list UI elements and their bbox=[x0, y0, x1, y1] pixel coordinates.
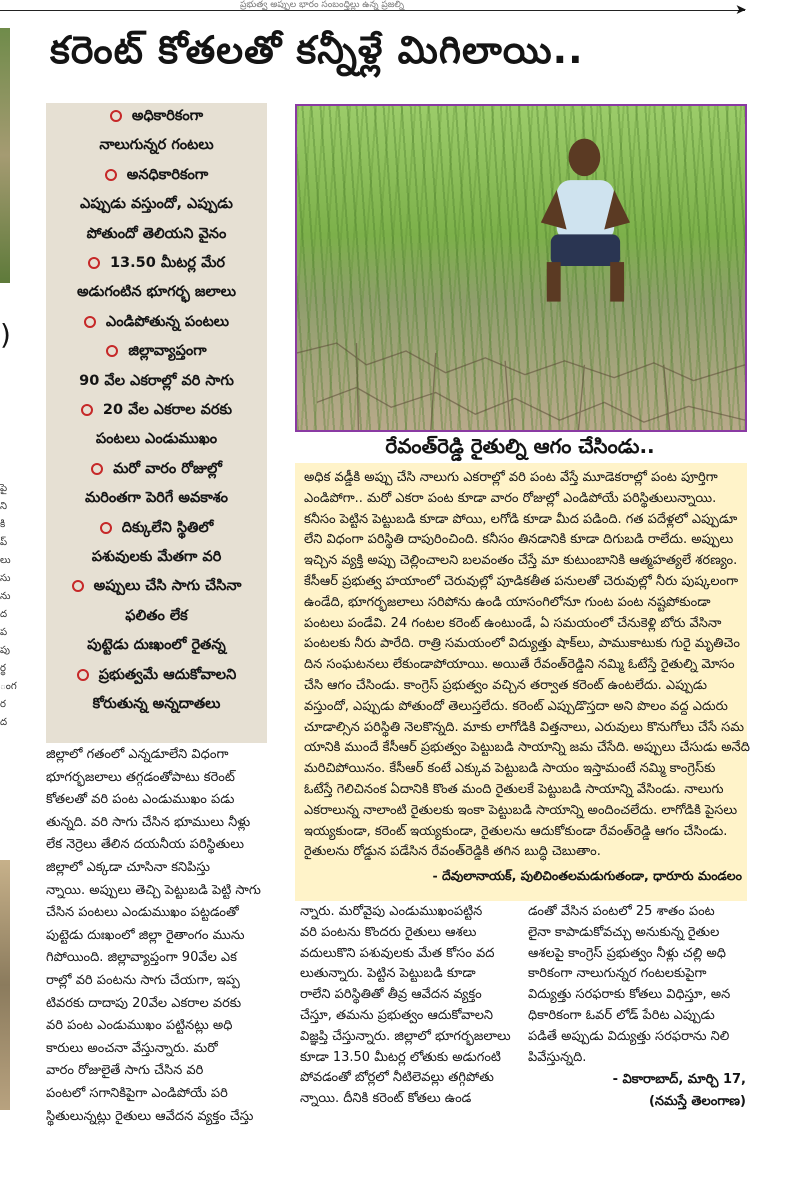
text-line: గిపోయింది. జిల్లావ్యాప్తంగా 90వేల ఎక bbox=[46, 950, 237, 966]
text-line: రాలేని పరిస్థితితో తీవ్ర ఆవేదన వ్యక్తం bbox=[300, 987, 482, 1003]
text-line: కూడా 13.50 మీటర్ల లోతుకు అడుగంటి bbox=[300, 1049, 501, 1065]
article-column-2 bbox=[300, 902, 512, 1110]
farmer-quote-text bbox=[304, 468, 750, 863]
bullet-circle-icon bbox=[77, 669, 89, 681]
text-line: న్నాయి. దీనికి కరెంట్ కోతలు ఉండ bbox=[300, 1091, 472, 1107]
farmer-figure bbox=[541, 139, 630, 302]
text-line: పోవడంతో బోర్లలో నీటిలెవల్లు తగ్గిపోతు bbox=[300, 1070, 494, 1086]
sidebar-highlight-text: 20 వేల ఎకరాల వరకు bbox=[102, 402, 233, 418]
sidebar-highlight-text: 90 వేల ఎకరాల్లో వరి సాగు bbox=[79, 372, 234, 389]
bullet-circle-icon bbox=[91, 463, 103, 475]
bullet-circle-icon bbox=[100, 522, 112, 534]
text-line: భూగర్భజలాలు తగ్గడంతోపాటు కరెంట్ bbox=[46, 769, 235, 785]
sidebar-highlight-text: అడుగంటిన భూగర్భ జలాలు bbox=[76, 284, 237, 301]
article-dateline: - వికారాబాద్, మార్చి 17, bbox=[612, 1072, 746, 1087]
masthead-faint-text: ప్రభుత్వ అప్పుల భారం సంబంధ్తిల్లు ఉన్న ప్రజల్ని bbox=[240, 0, 405, 10]
text-line: వరి పంటను కొందరు రైతులు ఆశలు bbox=[300, 924, 477, 940]
adjacent-page-photo-2 bbox=[0, 860, 10, 1110]
text-line: వస్తుందో, ఎప్పుడు పోతుందో తెలుస్తలేదు. కరెంట్ ఎప్పుడొస్తదా అని పొలం వద్ద ఎదురు bbox=[304, 698, 728, 714]
sidebar-highlight-text: దిక్కులేని స్థితిలో bbox=[121, 519, 214, 536]
sidebar-highlight-text: అనధికారికంగా bbox=[126, 166, 209, 183]
text-line: జిల్లాలో గతంలో ఎన్నడూలేని విధంగా bbox=[46, 747, 229, 762]
text-line: చేస్తూ, తమను ప్రభుత్వం ఆదుకోవాలని bbox=[300, 1007, 494, 1023]
sidebar-highlight-line bbox=[46, 196, 267, 216]
sidebar-highlight-text: నాలుగున్నర గంటలు bbox=[99, 137, 214, 154]
text-line: ఇయ్యకుండా, కరెంట్ ఇయ్యకుండా, రైతులను ఆదుకోకుండా రేవంత్‌రెడ్డి ఆగం చేసిండు. bbox=[304, 823, 728, 839]
text-line: కేసీఆర్ ప్రభుత్వ హయాంలో చెరువుల్లో పూడికతీత పనులతో చెరువుల్లో నీరు పుష్కలంగా bbox=[304, 573, 739, 589]
text-line: ఎండిపోగా.. మరో ఎకరా పంట కూడా వారం రోజుల్లో ఎండిపోయే పరిస్థితులున్నాయి. bbox=[304, 490, 717, 506]
article-source: (నమస్తే తెలంగాణ) bbox=[648, 1094, 746, 1109]
sidebar-highlight-text: జిల్లావ్యాప్తంగా bbox=[128, 343, 207, 360]
text-line: స్థితులున్నట్లు రైతులు ఆవేదన వ్యక్తం చేస్తు bbox=[46, 1108, 254, 1124]
text-line: టివరకు దాదాపు 20వేల ఎకరాల వరకు bbox=[46, 995, 242, 1011]
sidebar-highlight-line bbox=[46, 343, 267, 363]
text-line: వరి పంట ఎండుముఖం పట్టినట్లు అధి bbox=[46, 1018, 233, 1034]
sidebar-highlight-line bbox=[46, 284, 267, 304]
text-line: లైనా కాపాడుకోవచ్చు అనుకున్న రైతుల bbox=[528, 924, 720, 940]
sidebar-highlight-line bbox=[46, 137, 267, 157]
sidebar-highlight-text: పశువులకు మేతగా వరి bbox=[91, 549, 222, 565]
sidebar-highlight-line bbox=[46, 520, 267, 540]
text-line: రైతులను రోడ్డున పడేసిన రేవంత్‌రెడ్డికి తగిన బుద్ధి చెబుతాం. bbox=[304, 844, 601, 860]
text-line: చూడాల్సిన పరిస్థితి నెలకొన్నది. మాకు లాగోడికి విత్తనాలు, ఎరువులు కొనుగోలు చేసే సమ bbox=[304, 719, 745, 735]
text-line: కారికంగా నాలుగున్నర గంటలకుపైగా bbox=[528, 966, 707, 982]
sidebar-highlight-line bbox=[46, 578, 267, 598]
sidebar-highlight-text: 13.50 మీటర్ల మేర bbox=[109, 255, 226, 271]
text-line: లేని విధంగా పరిస్థితి దాపురించింది. కనీసం తినడానికి కూడా దిగుబడి రాలేదు. అప్పులు bbox=[304, 532, 734, 548]
text-line: జిల్లాలో ఎక్కడా చూసినా కనిపిస్తు bbox=[46, 859, 211, 875]
text-line: లుతున్నారు. పెట్టిన పెట్టుబడి కూడా bbox=[300, 966, 476, 982]
sidebar-highlight-line bbox=[46, 608, 267, 628]
text-line: ఉండేది, భూగర్భజలాలు సరిపోను ఉండి యాసంగిలోనూ గుంట పంట నష్టపోకుండా bbox=[304, 594, 711, 610]
bullet-circle-icon bbox=[84, 316, 96, 328]
sidebar-highlight-text: మరింతగా పెరిగే అవకాశం bbox=[84, 490, 229, 507]
sidebar-highlight-line bbox=[46, 490, 267, 510]
text-line: ధికారికంగా ఓవర్ లోడ్ పేరిట ఎప్పుడు bbox=[528, 1007, 715, 1023]
text-line: కోతలతో వరి పంట ఎండుముఖం పడు bbox=[46, 792, 235, 808]
bullet-circle-icon bbox=[88, 257, 100, 269]
text-line: వారం రోజులైతే సాగు చేసిన వరి bbox=[46, 1063, 204, 1079]
text-line: ఓటేస్తే గెలిచినంక ఏదానికి కొంత మంది రైతులకే పెట్టుబడి సాయాన్ని వేసిండు. నాలుగు bbox=[304, 781, 724, 797]
sidebar-highlight-line bbox=[46, 696, 267, 716]
sidebar-highlight-text: ఎప్పుడు వస్తుందో, ఎప్పుడు bbox=[80, 196, 233, 213]
adjacent-page-text: పై ని కి ప్ లు సు ను ద ప పు ర్థ ంగ ర ద bbox=[0, 483, 17, 728]
bullet-circle-icon bbox=[81, 404, 93, 416]
sidebar-highlight-line bbox=[46, 431, 267, 451]
sidebar-highlight-text: కోరుతున్న అన్నదాతలు bbox=[92, 696, 221, 712]
bullet-circle-icon bbox=[110, 110, 122, 122]
text-line: పివేస్తున్నది. bbox=[528, 1049, 587, 1065]
text-line: తున్నది. వరి సాగు చేసిన భూములు నీళ్లు bbox=[46, 814, 251, 830]
sidebar-highlight-text: ఎండిపోతున్న పంటలు bbox=[105, 313, 230, 330]
text-line: న్నారు. మరోవైపు ఎండుముఖంపట్టిన bbox=[300, 904, 483, 919]
text-line: ఎకరాలున్న నాలాంటి రైతులకు ఇంకా పెట్టుబడి సాయాన్ని అందించలేదు. లాగోడికి పైసలు bbox=[304, 802, 738, 818]
text-line: వదులుకొని పశువులకు మేత కోసం వద bbox=[300, 945, 495, 961]
sidebar-highlight-line bbox=[46, 402, 267, 422]
sidebar-highlight-line bbox=[46, 255, 267, 275]
sidebar-highlight-line bbox=[46, 108, 267, 128]
quote-headline: రేవంత్‌రెడ్డి రైతుల్ని ఆగం చేసిండు.. bbox=[385, 434, 655, 458]
text-line: అధిక వడ్డీకి అప్పు చేసి నాలుగు ఎకరాల్లో వరి పంట వేస్తే మూడెకరాల్లో పంట పూర్తిగా bbox=[304, 470, 718, 485]
sidebar-highlight-line bbox=[46, 667, 267, 687]
cracked-field-graphic bbox=[297, 106, 745, 430]
text-line: లేక నెర్రెలు తేలిన దయనీయ పరిస్థితులు bbox=[46, 837, 244, 853]
text-line: చేసి ఆగం చేసిండు. కాంగ్రెస్ ప్రభుత్వం వచ్చిన తర్వాత కరెంట్ ఉంటలేదు. ఎప్పుడు bbox=[304, 677, 708, 693]
text-line: ఇచ్చిన వ్యక్తి అప్పు చెల్లించాలని బలవంతం చేస్తే మా కుటుంబానికి ఆత్మహత్యలే శరణ్యం. bbox=[304, 553, 738, 569]
bullet-circle-icon bbox=[106, 345, 118, 357]
sidebar-highlight-text: ప్రభుత్వమే ఆదుకోవాలని bbox=[98, 666, 237, 683]
text-line: డంతో వేసిన పంటలో 25 శాతం పంట bbox=[528, 904, 715, 919]
sidebar-highlight-text: అప్పులు చేసి సాగు చేసినా bbox=[93, 578, 242, 595]
text-line: పంటలో సగానికిపైగా ఎండిపోయే పరి bbox=[46, 1085, 228, 1101]
bullet-circle-icon bbox=[72, 580, 84, 592]
text-line: పుట్టెడు దుఃఖంలో జిల్లా రైతాంగం మును bbox=[46, 927, 245, 943]
sidebar-highlight-line bbox=[46, 167, 267, 187]
article-column-1 bbox=[46, 744, 268, 1128]
text-line: చేసిన పంటలు ఎండుముఖం పట్టడంతో bbox=[46, 905, 239, 921]
sidebar-highlight-text: పంటలు ఎండుముఖం bbox=[95, 431, 218, 448]
text-line: యానికి ముందే కేసీఆర్ ప్రభుత్వం పెట్టుబడి సాయాన్ని జమ చేసేది. అప్పులు చేసుడు అనేది bbox=[304, 740, 750, 756]
sidebar-highlight-line bbox=[46, 226, 267, 246]
sidebar-highlight-text: పోతుందో తెలియని వైనం bbox=[86, 225, 227, 242]
arrow-right-icon: ➤ bbox=[735, 2, 747, 18]
sidebar-highlight-text: మరో వారం రోజుల్లో bbox=[113, 460, 222, 477]
text-line: పడితే అప్పుడు విద్యుత్తు సరఫరాను నిలి bbox=[528, 1028, 730, 1044]
farmer-photo bbox=[295, 104, 747, 432]
sidebar-highlight-text: ఫలితం లేక bbox=[125, 607, 188, 624]
sidebar-highlight-line bbox=[46, 461, 267, 481]
text-line: విజ్ఞప్తి చేస్తున్నారు. జిల్లాలో భూగర్భజలాలు bbox=[300, 1028, 511, 1044]
text-line: పంటలు పండేవి. 24 గంటల కరెంట్ ఉంటుండే, ఏ సమయంలో చేనుకెళ్లి బోరు వేసినా bbox=[304, 615, 722, 631]
adjacent-page-paren: ) bbox=[0, 318, 11, 351]
sidebar-highlight-line bbox=[46, 314, 267, 334]
sidebar-highlight-text: అధికారికంగా bbox=[131, 108, 204, 124]
text-line: కనీసం పెట్టిన పెట్టుబడి కూడా పోయి, లగోడి కూడా మీద పడింది. గత పదేళ్లలో ఎప్పుడూ bbox=[304, 511, 738, 527]
bullet-circle-icon bbox=[105, 169, 117, 181]
headline: కరెంట్ కోతలతో కన్నీళ్లే మిగిలాయి.. bbox=[50, 28, 584, 72]
text-line: కారులు అంచనా వేస్తున్నారు. మరో bbox=[46, 1040, 218, 1056]
quote-byline: - దేవులానాయక్, పులిచింతలమడుగుతండా, ధారూరు మండలం bbox=[432, 868, 742, 883]
text-line: దిన సంఘటనలు లేకుండాపోయాయి. అయితే రేవంత్‌రెడ్డిని నమ్మి ఓటేస్తే రైతుల్ని మోసం bbox=[304, 657, 735, 673]
sidebar-highlight-line bbox=[46, 373, 267, 393]
text-line: ఆశలపై కాంగ్రెస్ ప్రభుత్వం నీళ్లు చల్లి అధి bbox=[528, 945, 726, 961]
text-line: మరిచిపోయినం. కేసీఆర్ కంటే ఎక్కువ పెట్టుబడి సాయం ఇస్తామంటే నమ్మి కాంగ్రెస్‌కు bbox=[304, 761, 716, 777]
sidebar-highlight-text: పుట్టెడు దుఃఖంలో రైతన్న bbox=[87, 637, 226, 654]
text-line: న్నాయి. అప్పులు తెచ్చి పెట్టుబడి పెట్టి సాగు bbox=[46, 882, 261, 898]
text-line: పంటలకు నీరు పారేది. రాత్రి సమయంలో విద్యుత్తు షాక్‌లు, పాముకాటుకు గురై మృతిచెం bbox=[304, 636, 740, 652]
text-line: రాల్లో వరి పంటను సాగు చేయగా, ఇప్ప bbox=[46, 972, 240, 988]
sidebar-highlight-line bbox=[46, 549, 267, 569]
text-line: విద్యుత్తు సరఫరాకు కోతలు విధిస్తూ, అన bbox=[528, 987, 731, 1003]
sidebar-highlight-line bbox=[46, 637, 267, 657]
article-column-3 bbox=[528, 902, 746, 1068]
adjacent-page-photo bbox=[0, 28, 10, 283]
